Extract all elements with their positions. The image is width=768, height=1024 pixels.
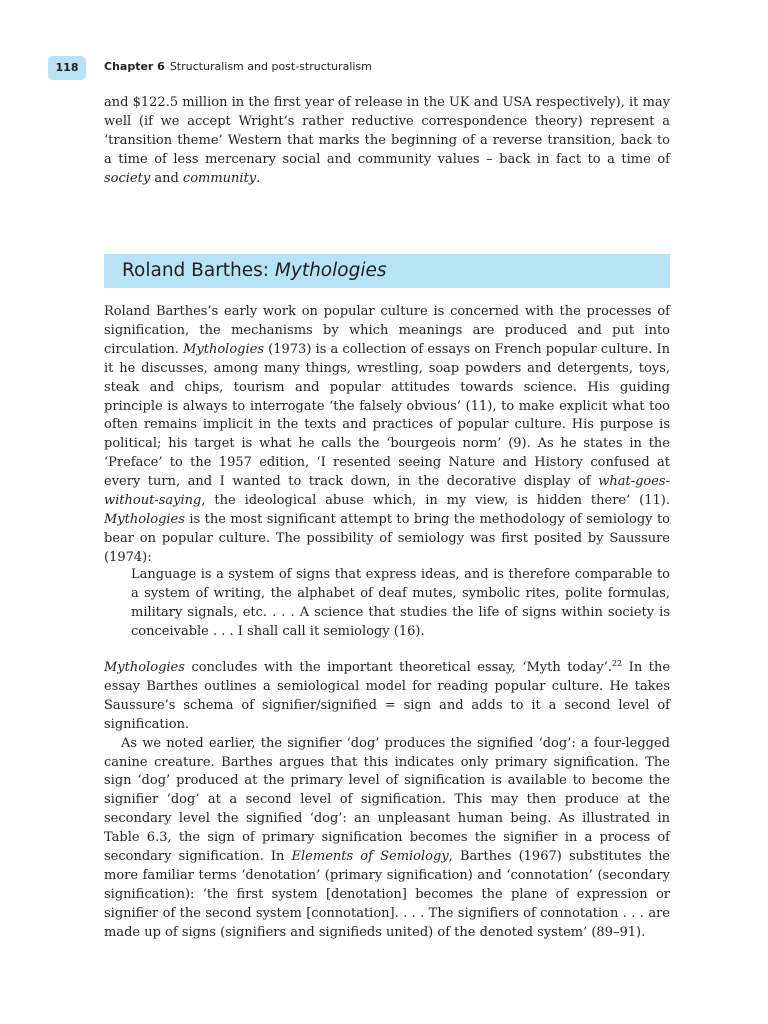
denotation-paragraph bbox=[104, 735, 670, 943]
myth-paragraph bbox=[104, 659, 670, 735]
intro-text: . bbox=[256, 170, 261, 186]
chapter-title: Structuralism and post-structuralism bbox=[169, 60, 372, 73]
body-text: Roland Barthes’s early work on popular culture is concerned with the processes of signification, the mechanisms by which meanings are produced and put into circulation. bbox=[104, 304, 670, 357]
body-text: concludes with the important theoretical essay, ‘Myth today’. bbox=[184, 660, 612, 675]
body-text: In the essay Barthes outlines a semiological model for reading popular culture. He takes Saussure’s schema of signifier/signified = sign and adds to it a second level of signification. bbox=[104, 660, 671, 732]
body-text: , the ideological abuse which, in my view, is hidden there’ (11). bbox=[201, 493, 670, 509]
intro-text: and bbox=[150, 170, 183, 186]
body-text: is the most significant attempt to bring the methodology of semiology to bear on popular culture. The possibility of semiology was first posited by Saussure (1974): bbox=[104, 511, 670, 565]
running-head bbox=[104, 60, 372, 74]
italic-phrase: what-goes-without-saying bbox=[104, 474, 670, 509]
body-text: , Barthes (1967) substitutes the more familiar terms ‘denotation’ (primary signification) and ‘connotation’ (secondary signification): ‘the first system [denotation] becomes the plane of expression or signifier of the second system [connotation]. . . . The signifiers of connotation . . . are made up of signs (signifiers and signifieds united) of the denoted system’ (89–91). bbox=[104, 849, 671, 940]
book-title: Mythologies bbox=[104, 660, 185, 675]
intro-text: and $122.5 million in the first year of release in the UK and USA respectively), it may well (if we accept Wright’s rather reductive correspondence theory) represent a ‘transition theme’ Western that marks the beginning of a reverse transition, back to a time of less mercenary social and community values – back in fact to a time of bbox=[104, 95, 670, 167]
book-title: Mythologies bbox=[104, 511, 185, 527]
book-title: Elements of Semiology bbox=[291, 849, 449, 865]
page-number: 118 bbox=[48, 56, 86, 80]
section-heading-text: Roland Barthes: bbox=[122, 260, 275, 281]
intro-paragraph bbox=[104, 94, 670, 189]
barthes-paragraph bbox=[104, 303, 670, 568]
book-title: Mythologies bbox=[183, 341, 265, 357]
footnote-marker: 22 bbox=[611, 659, 623, 668]
intro-emphasis-society: society bbox=[104, 170, 151, 186]
section-heading bbox=[104, 254, 670, 288]
body-text: (1973) is a collection of essays on French popular culture. In it he discusses, among many things, wrestling, soap powders and detergents, toys, steak and chips, tourism and popular attitudes towards science. His guiding principle is always to interrogate ‘the falsely obvious’ (11), to make explicit what too often remains implicit in the texts and practices of popular culture. His purpose is political; his target is what he calls the ‘bourgeois norm’ (9). As he states in the ‘Preface’ to the 1957 edition, ‘I resented seeing Nature and History confused at every turn, and I wanted to track down, in the decorative display of bbox=[104, 341, 670, 490]
intro-emphasis-community: community bbox=[182, 170, 257, 186]
chapter-number: Chapter 6 bbox=[104, 60, 165, 73]
body-text: As we noted earlier, the signifier ‘dog’ produces the signified ‘dog’: a four-legged canine creature. Barthes argues that this indicates only primary signification. The sign ‘dog’ produced at the primary level of signification is available to become the signifier ‘dog’ at a second level of signification. This may then produce at the secondary level the signified ‘dog’: an unpleasant human being. As illustrated in Table 6.3, the sign of primary signification becomes the signifier in a process of secondary signification. In bbox=[104, 735, 670, 865]
section-heading-title: Mythologies bbox=[274, 260, 387, 281]
block-quote: Language is a system of signs that express ideas, and is therefore comparable to a system of writing, the alphabet of deaf mutes, symbolic rites, polite formulas, military signals, etc. . . . A science that studies the life of signs within society is conceivable . . . I shall call it semiology (16). bbox=[131, 567, 670, 639]
myth-section bbox=[104, 659, 670, 943]
